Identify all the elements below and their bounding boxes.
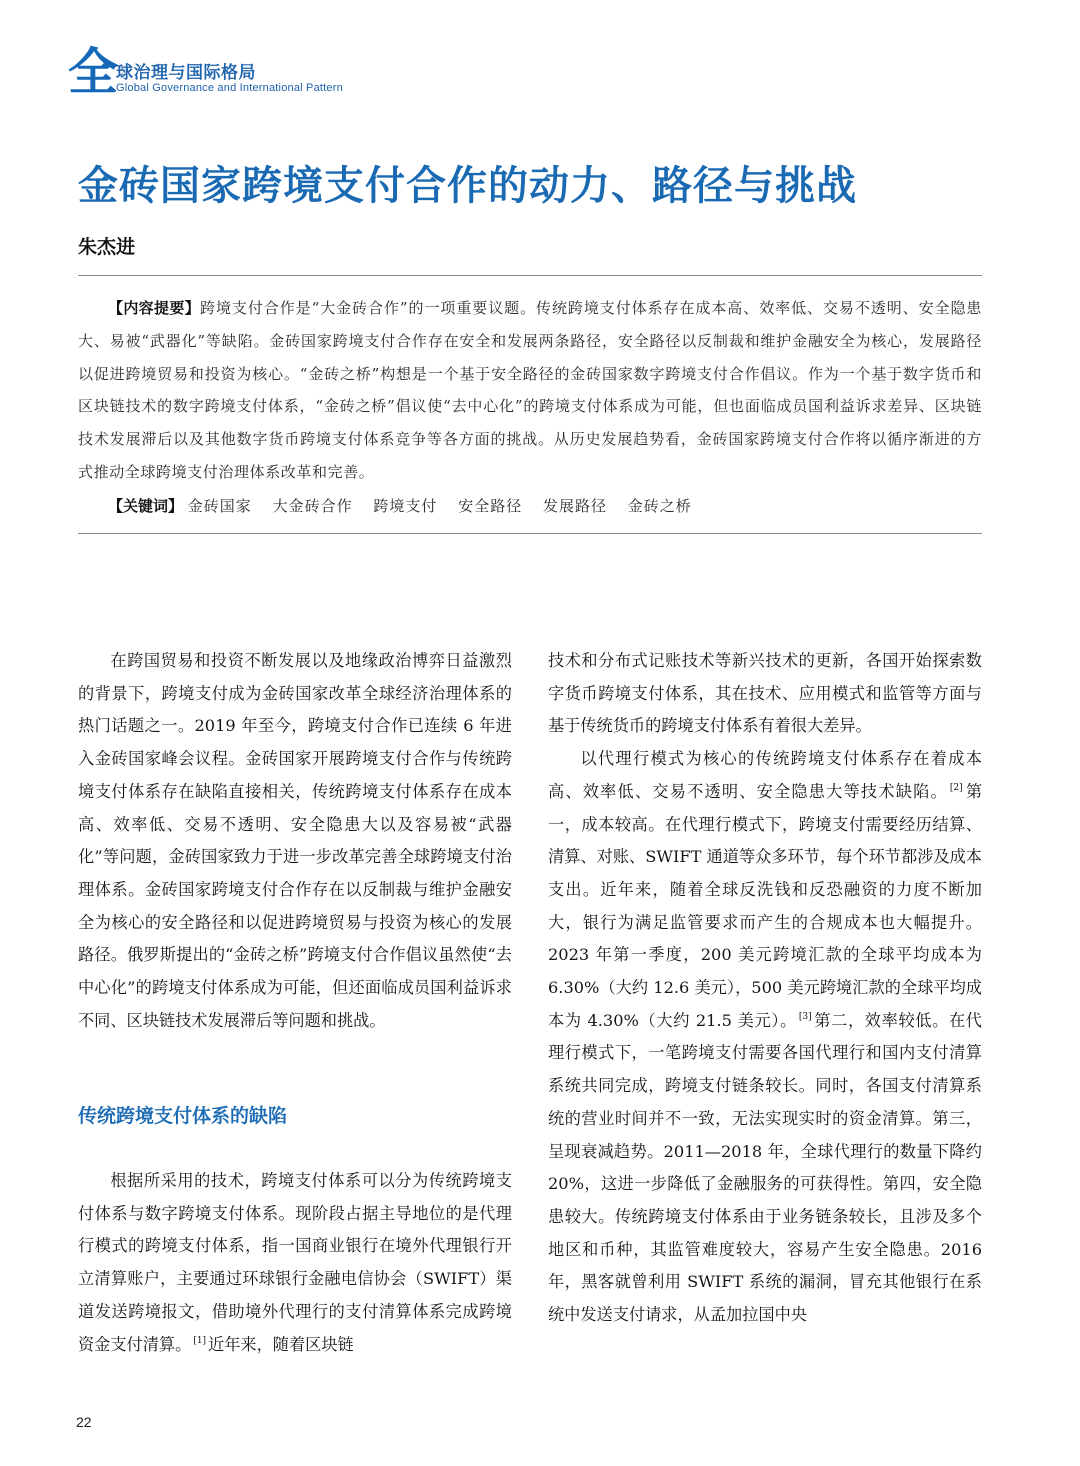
footnote-ref[interactable]: [3]: [798, 1012, 812, 1023]
body-text: 第二，效率较低。在代理行模式下，一笔跨境支付需要各国代理行和国内支付清算系统共同完成，跨境支付链条较长。同时，各国支付清算系统的营业时间并不一致，无法实现实时的资金清算。第三，呈现衰减趋势。2011—2018 年，全球代理行的数量下降约 20%，这进一步降低了金融服务的可获得性。第四，安全隐患较大。传统跨境支付体系由于业务链条较长，且涉及多个地区和币种，其监管难度较大，容易产生安全隐患。2016 年，黑客就曾利用 SWIFT 系统的漏洞，冒充其他银行在系统中发送支付请求，从孟加拉国中央: [548, 1010, 982, 1325]
keyword: 发展路径: [542, 497, 607, 515]
column-title-en: Global Governance and International Pattern: [116, 82, 343, 94]
article-author: 朱杰进: [78, 236, 136, 258]
body-text: 以代理行模式为核心的传统跨境支付体系存在着成本高、效率低、交易不透明、安全隐患大等技术缺陷。: [548, 749, 982, 801]
body-text: 近年来，随着区块链: [208, 1334, 354, 1354]
body-column-right: [548, 645, 982, 1332]
keyword: 大金砖合作: [272, 497, 353, 515]
article-title: 金砖国家跨境支付合作的动力、路径与挑战: [78, 163, 857, 209]
body-paragraph: 在跨国贸易和投资不断发展以及地缘政治博弈日益激烈的背景下，跨境支付成为金砖国家改革全球经济治理体系的热门话题之一。2019 年至今，跨境支付合作已连续 6 年进入金砖国家峰会议程。金砖国家开展跨境支付合作与传统跨境支付体系存在缺陷直接相关，传统跨境支付体系存在成本高、效率低、交易不透明、安全隐患大以及容易被“武器化”等问题，金砖国家致力于进一步改革完善全球跨境支付治理体系。金砖国家跨境支付合作存在以反制裁与维护金融安全为核心的安全路径和以促进跨境贸易与投资为核心的发展路径。俄罗斯提出的“金砖之桥”跨境支付合作倡议虽然使“去中心化”的跨境支付体系成为可能，但还面临成员国利益诉求不同、区块链技术发展滞后等问题和挑战。: [78, 651, 512, 1030]
body-paragraph: [548, 743, 982, 1332]
column-title-cn: 球治理与国际格局: [116, 63, 256, 83]
abstract-text: 跨境支付合作是“大金砖合作”的一项重要议题。传统跨境支付体系存在成本高、效率低、交易不透明、安全隐患大、易被“武器化”等缺陷。金砖国家跨境支付合作存在安全和发展两条路径，安全路径以反制裁和维护金融安全为核心，发展路径以促进跨境贸易和投资为核心。“金砖之桥”构想是一个基于安全路径的金砖国家数字跨境支付合作倡议。作为一个基于数字货币和区块链技术的数字跨境支付体系，“金砖之桥”倡议使“去中心化”的跨境支付体系成为可能，但也面临成员国利益诉求差异、区块链技术发展滞后以及其他数字货币跨境支付体系竞争等各方面的挑战。从历史发展趋势看，金砖国家跨境支付合作将以循序渐进的方式推动全球跨境支付治理体系改革和完善。: [78, 299, 982, 481]
keyword: 金砖国家: [187, 497, 252, 515]
page-number: 22: [76, 1414, 92, 1430]
divider-bottom: [78, 533, 982, 534]
body-paragraph: [78, 1165, 512, 1361]
body-column-left: [78, 645, 512, 1037]
keyword: 金砖之桥: [627, 497, 692, 515]
keywords-label: 【关键词】: [108, 497, 184, 515]
keyword: 安全路径: [458, 497, 523, 515]
section-heading: 传统跨境支付体系的缺陷: [78, 1105, 288, 1127]
footnote-ref[interactable]: [1]: [193, 1336, 207, 1347]
body-column-left-lower: [78, 1165, 512, 1361]
divider-top: [78, 275, 982, 276]
journal-header: [68, 44, 368, 104]
keywords: [78, 491, 982, 521]
abstract: [78, 292, 982, 489]
abstract-label: 【内容提要】: [108, 299, 201, 317]
keyword: 跨境支付: [373, 497, 438, 515]
journal-logo-icon: 全: [68, 42, 118, 101]
body-text: 根据所采用的技术，跨境支付体系可以分为传统跨境支付体系与数字跨境支付体系。现阶段占据主导地位的是代理行模式的跨境支付体系，指一国商业银行在境外代理银行开立清算账户，主要通过环球银行金融电信协会（SWIFT）渠道发送跨境报文，借助境外代理行的支付清算体系完成跨境资金支付清算。: [78, 1171, 512, 1354]
body-paragraph: 技术和分布式记账技术等新兴技术的更新，各国开始探索数字货币跨境支付体系，其在技术、应用模式和监管等方面与基于传统货币的跨境支付体系有着很大差异。: [548, 651, 982, 736]
body-text: 第一，成本较高。在代理行模式下，跨境支付需要经历结算、清算、对账、SWIFT 通道等众多环节，每个环节都涉及成本支出。近年来，随着全球反洗钱和反恐融资的力度不断加大，银行为满足监管要求而产生的合规成本也大幅提升。2023 年第一季度，200 美元跨境汇款的全球平均成本为 6.30%（大约 12.6 美元），500 美元跨境汇款的全球平均成本为 4.30%（大约 21.5 美元）。: [548, 781, 983, 1030]
footnote-ref[interactable]: [2]: [949, 783, 963, 794]
